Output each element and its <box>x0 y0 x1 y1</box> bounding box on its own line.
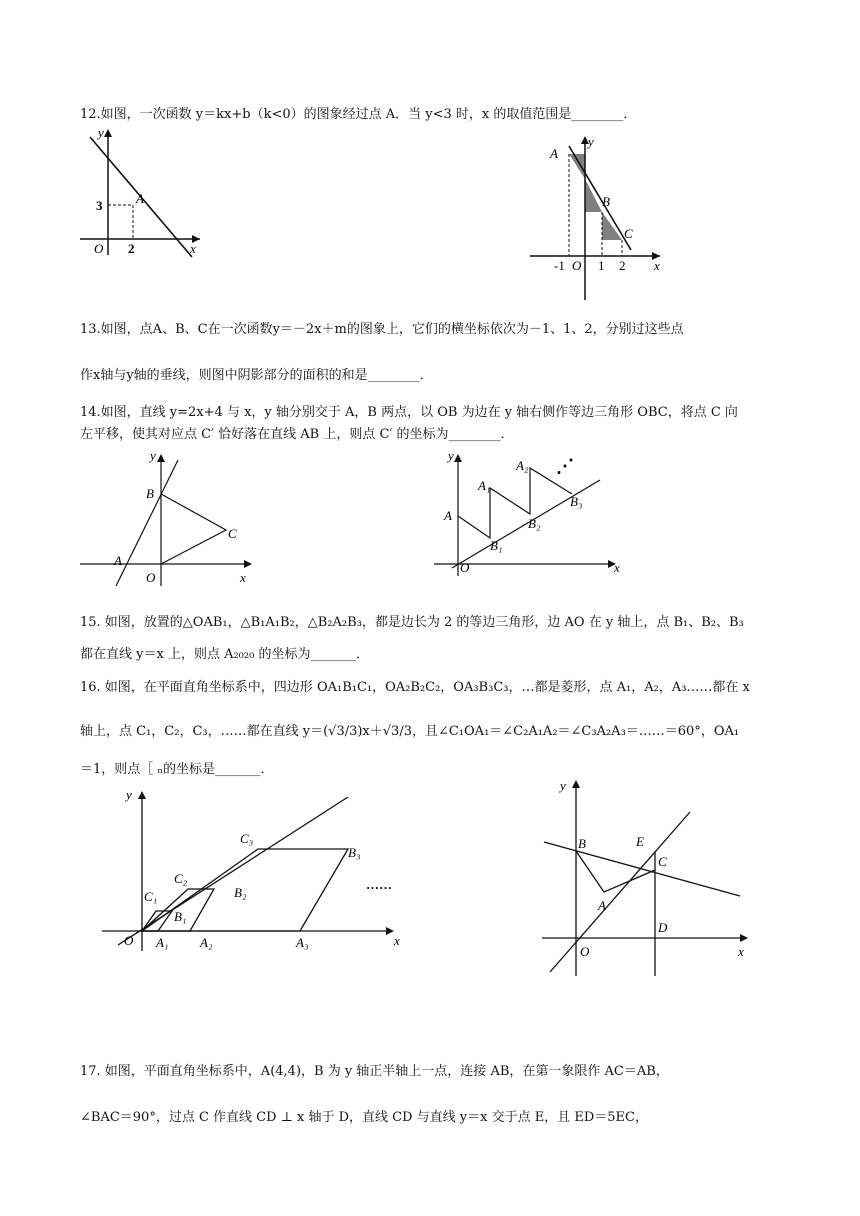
question-14-line1: 14.如图，直线 y=2x+4 与 x，y 轴分别交于 A，B 两点，以 OB 为边在 y 轴右侧作等边三角形 OBC，将点 C 向 <box>80 405 738 420</box>
label-a3: A₃ <box>296 935 309 950</box>
question-16-line3: ＝1，则点［ ₙ的坐标是_______． <box>80 762 274 777</box>
x-axis-arrow-icon <box>386 927 394 935</box>
label-two: 2 <box>619 258 626 273</box>
label-b2: B₂ <box>234 885 247 900</box>
question-13-line1: 13.如图，点A、B、C在一次函数y＝－2x＋m的图象上，它们的横坐标依次为－1、1、2，分别过这些点 <box>80 322 684 337</box>
question-15-line1: 15. 如图，放置的△OAB₁，△B₁A₁B₂，△B₂A₂B₃，都是边长为 2 的等边三角形，边 AO 在 y 轴上，点 B₁、B₂、B₃ <box>80 615 744 630</box>
q16-figure-right <box>540 772 760 982</box>
x-axis-arrow-icon <box>244 560 252 568</box>
label-a1: A₁ <box>156 935 169 950</box>
triangle-chain <box>458 468 572 538</box>
label-y: y <box>126 787 132 802</box>
question-12-text: 12.如图，一次函数 y＝kx+b（k<0）的图象经过点 A．当 y<3 时，x 的取值范围是________． <box>80 107 637 122</box>
continuation-dots: ⋰ <box>556 456 574 476</box>
label-b: B <box>146 486 154 501</box>
label-e: E <box>636 834 644 849</box>
shaded-triangle-1 <box>569 154 585 179</box>
label-d: D <box>658 920 668 935</box>
label-x: x <box>738 944 744 959</box>
function-line <box>569 146 631 250</box>
label-a: A <box>114 553 122 568</box>
label-a: A <box>550 146 558 161</box>
line-y-equals-x <box>550 812 690 972</box>
label-c: C <box>228 526 237 541</box>
label-b3: B₃ <box>348 845 361 860</box>
q12-figure-right <box>528 132 668 302</box>
label-x: x <box>240 570 246 585</box>
y-axis-arrow-icon <box>104 129 112 137</box>
label-c: C <box>624 226 633 241</box>
label-a1: A₁ <box>478 478 491 493</box>
label-y: y <box>98 125 104 140</box>
label-o: O <box>572 258 582 273</box>
label-b: B <box>578 836 586 851</box>
q14-figure-left <box>78 450 258 590</box>
label-a: A <box>444 508 452 523</box>
label-y: y <box>588 134 594 149</box>
label-x: x <box>614 560 620 575</box>
label-x: x <box>190 241 196 256</box>
line-ab <box>116 460 178 586</box>
label-b3: B₃ <box>570 494 583 509</box>
label-b: B <box>602 194 610 209</box>
x-axis-arrow-icon <box>740 934 748 942</box>
label-a2: A₂ <box>516 458 529 473</box>
question-17-line1: 17. 如图，平面直角坐标系中，A(4,4)，B 为 y 轴正半轴上一点，连接 AB，在第一象限作 AC＝AB， <box>80 1064 669 1079</box>
y-axis-arrow-icon <box>572 780 580 788</box>
label-o: O <box>460 560 470 575</box>
shaded-triangle-2 <box>585 179 602 212</box>
y-axis-arrow-icon <box>454 454 462 462</box>
label-c1: C₁ <box>144 889 158 904</box>
line-bc <box>544 842 740 896</box>
y-axis-arrow-icon <box>157 454 165 462</box>
label-c2: C₂ <box>174 871 188 886</box>
shaded-triangle-3 <box>602 212 622 240</box>
question-14-line2: 左平移，使其对应点 C′ 恰好落在直线 AB 上，则点 C′ 的坐标为________． <box>80 427 514 442</box>
label-o: O <box>580 944 590 959</box>
label-y: y <box>448 450 454 463</box>
triangle-bac <box>576 851 655 892</box>
label-x: x <box>654 258 660 273</box>
label-y: y <box>150 450 156 463</box>
y-axis-arrow-icon <box>138 791 146 799</box>
label-o: O <box>146 570 156 585</box>
question-16-line2: 轴上，点 C₁，C₂，C₃，……都在直线 y＝(√3/3)x＋√3/3，且∠C₁OA₁＝∠C₂A₁A₂＝∠C₃A₂A₃＝……＝60°，OA₁ <box>80 724 740 739</box>
q14-figure-right <box>432 450 632 580</box>
label-x: x <box>394 933 400 948</box>
label-one: 1 <box>598 258 605 273</box>
label-c: C <box>658 854 667 869</box>
label-three: 3 <box>96 198 103 213</box>
triangle-obc <box>161 494 226 564</box>
question-17-line2: ∠BAC＝90°，过点 C 作直线 CD ⊥ x 轴于 D，直线 CD 与直线 y＝x 交于点 E，且 ED＝5EC， <box>80 1110 648 1125</box>
label-a2: A₂ <box>200 935 213 950</box>
label-c3: C₃ <box>240 831 254 846</box>
question-13-line2: 作x轴与y轴的垂线，则图中阴影部分的面积的和是________． <box>80 368 433 383</box>
label-neg1: -1 <box>554 258 565 273</box>
question-16-line1: 16. 如图，在平面直角坐标系中，四边形 OA₁B₁C₁，OA₂B₂C₂，OA₃B₃C₃，…都是菱形，点 A₁，A₂，A₃……都在 x <box>80 680 750 695</box>
q16-figure-left <box>100 785 410 955</box>
label-b2: B₂ <box>528 516 541 531</box>
q12-figure-left <box>78 125 208 260</box>
label-o: O <box>94 241 104 256</box>
label-o: O <box>124 933 134 948</box>
label-two: 2 <box>128 241 135 256</box>
continuation-dots: …… <box>366 877 392 892</box>
label-a: A <box>598 898 606 913</box>
label-b1: B₁ <box>174 909 187 924</box>
label-a: A <box>136 191 144 206</box>
label-b1: B₁ <box>490 538 503 553</box>
question-15-line2: 都在直线 y＝x 上，则点 A₂₀₂₀ 的坐标为_______． <box>80 647 369 662</box>
label-y: y <box>560 778 566 793</box>
